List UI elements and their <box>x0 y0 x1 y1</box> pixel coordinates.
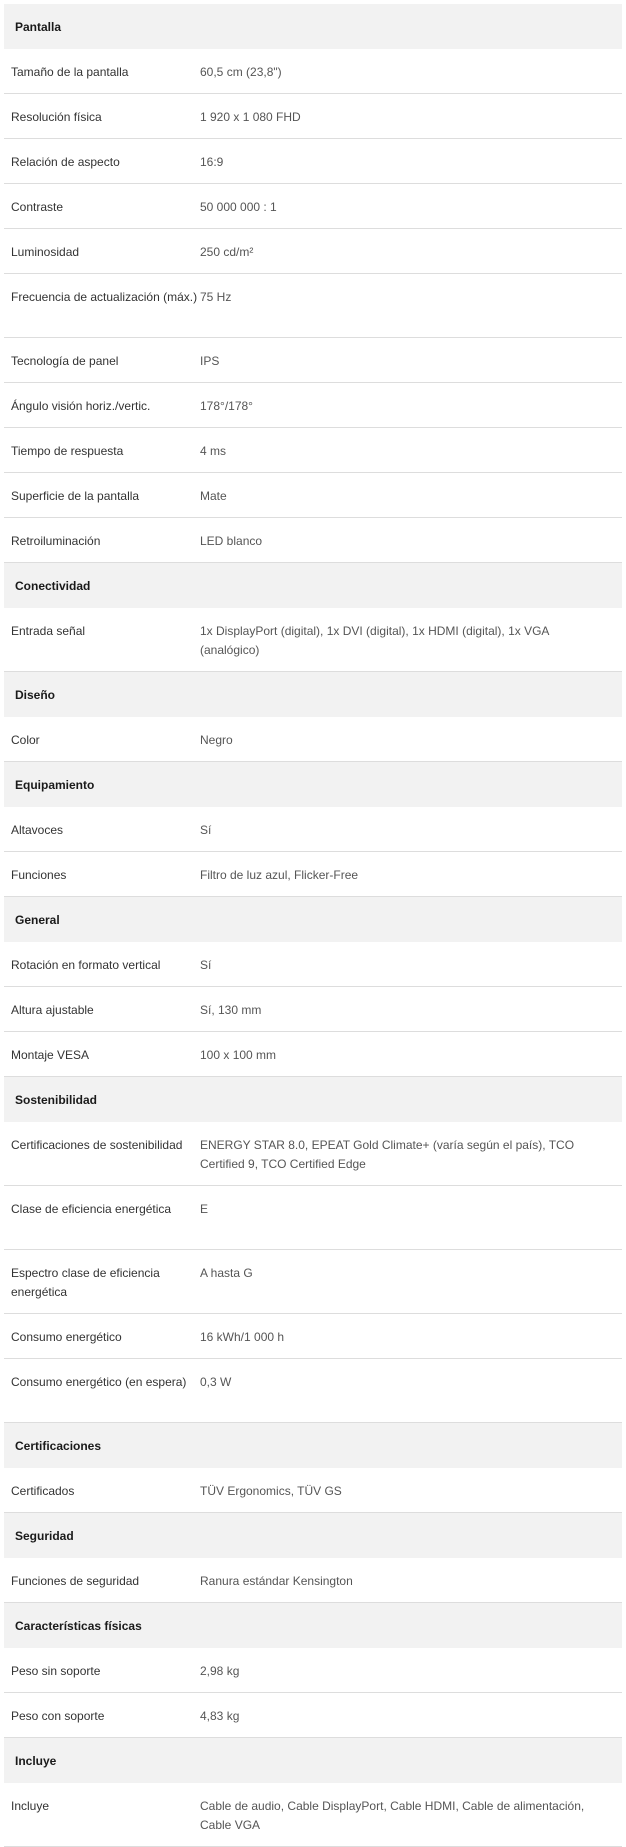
spec-row <box>4 473 622 518</box>
spec-value: Mate <box>200 489 227 503</box>
spec-row <box>4 852 622 897</box>
spec-value: 178°/178° <box>200 399 253 413</box>
spec-label: Retroiluminación <box>11 534 101 548</box>
spec-label: Certificados <box>11 1484 75 1498</box>
spec-label: Tamaño de la pantalla <box>11 65 129 79</box>
spec-value: Sí, 130 mm <box>200 1003 262 1017</box>
spec-label: Resolución física <box>11 110 102 124</box>
section-header: Certificaciones <box>4 1423 622 1468</box>
spec-value: Negro <box>200 733 233 747</box>
section-header: Conectividad <box>4 563 622 608</box>
spec-value: E <box>200 1202 209 1216</box>
spec-row <box>4 1186 622 1250</box>
spec-value: Cable de audio, Cable DisplayPort, Cable HDMI, Cable de alimentación, Cable VGA <box>200 1799 585 1832</box>
spec-value: Ranura estándar Kensington <box>200 1574 353 1588</box>
spec-value: Sí <box>200 823 212 837</box>
spec-row <box>4 1783 622 1847</box>
spec-value: 1 920 x 1 080 FHD <box>200 110 301 124</box>
section-header: Seguridad <box>4 1513 622 1558</box>
section-header: Sostenibilidad <box>4 1077 622 1122</box>
spec-row <box>4 1359 622 1423</box>
spec-label: Frecuencia de actualización (máx.) <box>11 290 198 304</box>
spec-label: Peso sin soporte <box>11 1664 101 1678</box>
spec-row <box>4 139 622 184</box>
spec-label: Incluye <box>11 1799 50 1813</box>
spec-row <box>4 49 622 94</box>
spec-label: Funciones <box>11 868 67 882</box>
spec-label: Certificaciones de sostenibilidad <box>11 1138 183 1152</box>
spec-label: Entrada señal <box>11 624 86 638</box>
spec-row <box>4 807 622 852</box>
spec-row <box>4 942 622 987</box>
spec-label: Espectro clase de eficiencia energética <box>11 1266 160 1299</box>
spec-value: 2,98 kg <box>200 1664 240 1678</box>
spec-value: TÜV Ergonomics, TÜV GS <box>200 1484 342 1498</box>
spec-value: 1x DisplayPort (digital), 1x DVI (digital), 1x HDMI (digital), 1x VGA (analógico) <box>200 624 549 657</box>
spec-row <box>4 94 622 139</box>
spec-row <box>4 1558 622 1603</box>
spec-label: Ángulo visión horiz./vertic. <box>11 399 151 413</box>
spec-label: Funciones de seguridad <box>11 1574 140 1588</box>
section-header: Diseño <box>4 672 622 717</box>
spec-label: Clase de eficiencia energética <box>11 1202 172 1216</box>
spec-value: 50 000 000 : 1 <box>200 200 277 214</box>
spec-label: Contraste <box>11 200 64 214</box>
section-header: Incluye <box>4 1738 622 1783</box>
section-header: General <box>4 897 622 942</box>
spec-label: Tecnología de panel <box>11 354 119 368</box>
spec-row <box>4 428 622 473</box>
spec-row <box>4 1648 622 1693</box>
spec-row <box>4 1250 622 1314</box>
spec-label: Consumo energético <box>11 1330 122 1344</box>
spec-label: Montaje VESA <box>11 1048 90 1062</box>
spec-label: Luminosidad <box>11 245 80 259</box>
spec-value: ENERGY STAR 8.0, EPEAT Gold Climate+ (varía según el país), TCO Certified 9, TCO Certified Edge <box>200 1138 575 1171</box>
spec-label: Tiempo de respuesta <box>11 444 124 458</box>
spec-row <box>4 1468 622 1513</box>
spec-value: Sí <box>200 958 212 972</box>
spec-row <box>4 1314 622 1359</box>
spec-value: 250 cd/m² <box>200 245 254 259</box>
spec-row <box>4 274 622 338</box>
spec-row <box>4 1122 622 1186</box>
spec-value: 75 Hz <box>200 290 232 304</box>
spec-label: Rotación en formato vertical <box>11 958 161 972</box>
spec-row <box>4 1693 622 1738</box>
spec-value: 100 x 100 mm <box>200 1048 277 1062</box>
spec-label: Altavoces <box>11 823 64 837</box>
spec-row <box>4 383 622 428</box>
spec-value: 4,83 kg <box>200 1709 240 1723</box>
spec-label: Superficie de la pantalla <box>11 489 140 503</box>
spec-row <box>4 229 622 274</box>
spec-label: Peso con soporte <box>11 1709 105 1723</box>
spec-label: Relación de aspecto <box>11 155 120 169</box>
spec-row <box>4 184 622 229</box>
spec-value: 16 kWh/1 000 h <box>200 1330 285 1344</box>
spec-row <box>4 1032 622 1077</box>
spec-row <box>4 987 622 1032</box>
spec-value: 16:9 <box>200 155 224 169</box>
spec-row <box>4 338 622 383</box>
spec-label: Altura ajustable <box>11 1003 94 1017</box>
spec-value: A hasta G <box>200 1266 253 1280</box>
spec-value: IPS <box>200 354 220 368</box>
section-header: Características físicas <box>4 1603 622 1648</box>
spec-value: 4 ms <box>200 444 227 458</box>
spec-value: 60,5 cm (23,8") <box>200 65 282 79</box>
spec-label: Consumo energético (en espera) <box>11 1375 187 1389</box>
spec-value: Filtro de luz azul, Flicker-Free <box>200 868 359 882</box>
spec-row <box>4 717 622 762</box>
spec-label: Color <box>11 733 40 747</box>
spec-value: 0,3 W <box>200 1375 232 1389</box>
spec-value: LED blanco <box>200 534 263 548</box>
spec-row <box>4 518 622 563</box>
spec-row <box>4 608 622 672</box>
section-header: Pantalla <box>4 4 622 49</box>
section-header: Equipamiento <box>4 762 622 807</box>
